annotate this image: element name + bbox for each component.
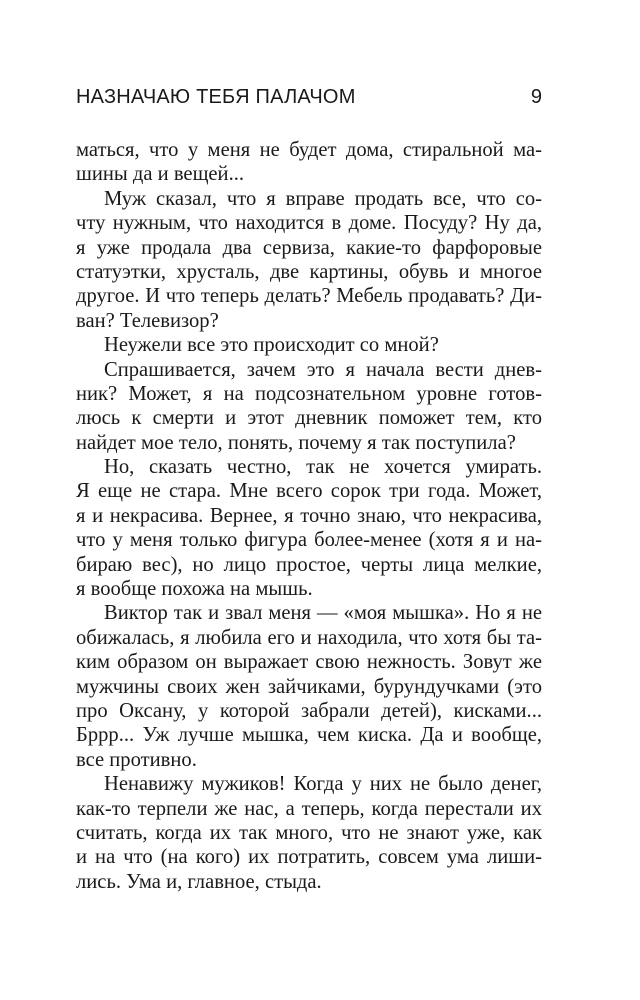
text-line: я и некрасива. Вернее, я точно знаю, что некрасива,: [76, 504, 542, 527]
text-line: что у меня только фигура более-менее (хотя я и на-: [76, 529, 542, 552]
paragraph: [76, 772, 542, 894]
text-line: я вообще похожа на мышь.: [76, 578, 313, 601]
text-line: маться, что у меня не будет дома, стиральной ма-: [76, 139, 542, 161]
paragraph: [76, 358, 542, 456]
text-line: ким образом он выражает свою нежность. Зовут же: [76, 651, 542, 674]
text-line: люсь к смерти и этот дневник поможет тем, кто: [76, 407, 542, 430]
paragraph: [76, 187, 542, 333]
text-line: Виктор так и звал меня — «моя мышка». Но я не: [104, 602, 542, 625]
text-line: Неужели все это происходит со мной?: [104, 334, 439, 357]
text-line: ник? Может, я на подсознательном уровне готов-: [76, 382, 542, 405]
text-line: считать, когда их так много, что не знают уже, как: [76, 821, 542, 844]
text-line: другое. И что теперь делать? Мебель продавать? Ди-: [76, 285, 542, 308]
body-text: [76, 138, 542, 894]
text-line: Муж сказал, что я вправе продать все, что со-: [104, 187, 542, 210]
text-line: мужчины своих жен зайчиками, бурундучками (это: [76, 675, 542, 698]
text-line: про Оксану, у которой забрали детей), кисками...: [76, 699, 542, 722]
text-line: я уже продала два сервиза, какие-то фарфоровые: [76, 236, 542, 259]
text-line: как-то терпели же нас, а теперь, когда перестали их: [76, 797, 542, 820]
page-header: [76, 86, 542, 116]
text-line: лись. Ума и, главное, стыда.: [76, 870, 322, 893]
text-line: найдет мое тело, понять, почему я так поступила?: [76, 431, 516, 454]
text-line: шины да и вещей...: [76, 163, 245, 186]
text-line: ван? Телевизор?: [76, 309, 219, 332]
text-line: и на что (на кого) их потратить, совсем ума лиши-: [76, 846, 542, 869]
text-line: обижалась, я любила его и находила, что хотя бы та-: [76, 626, 542, 649]
text-line: статуэтки, хрусталь, две картины, обувь и многое: [76, 260, 542, 283]
text-line: чту нужным, что находится в доме. Посуду? Ну да,: [76, 212, 542, 235]
text-line: Спрашивается, зачем это я начала вести днев-: [104, 358, 542, 381]
paragraph: [76, 333, 542, 357]
text-line: все противно.: [76, 748, 197, 771]
running-title: НАЗНАЧАЮ ТЕБЯ ПАЛАЧОМ: [76, 86, 356, 108]
text-line: Я еще не стара. Мне всего сорок три года. Может,: [76, 480, 542, 503]
paragraph: [76, 138, 542, 187]
paragraph: [76, 455, 542, 601]
paragraph: [76, 601, 542, 772]
text-line: Ненавижу мужиков! Когда у них не было денег,: [104, 773, 542, 796]
text-line: бираю вес), но лицо простое, черты лица мелкие,: [76, 553, 542, 576]
page-number: 9: [530, 86, 542, 108]
text-line: Но, сказать честно, так не хочется умирать.: [104, 456, 542, 479]
text-line: Бррр... Уж лучше мышка, чем киска. Да и вообще,: [76, 724, 542, 747]
